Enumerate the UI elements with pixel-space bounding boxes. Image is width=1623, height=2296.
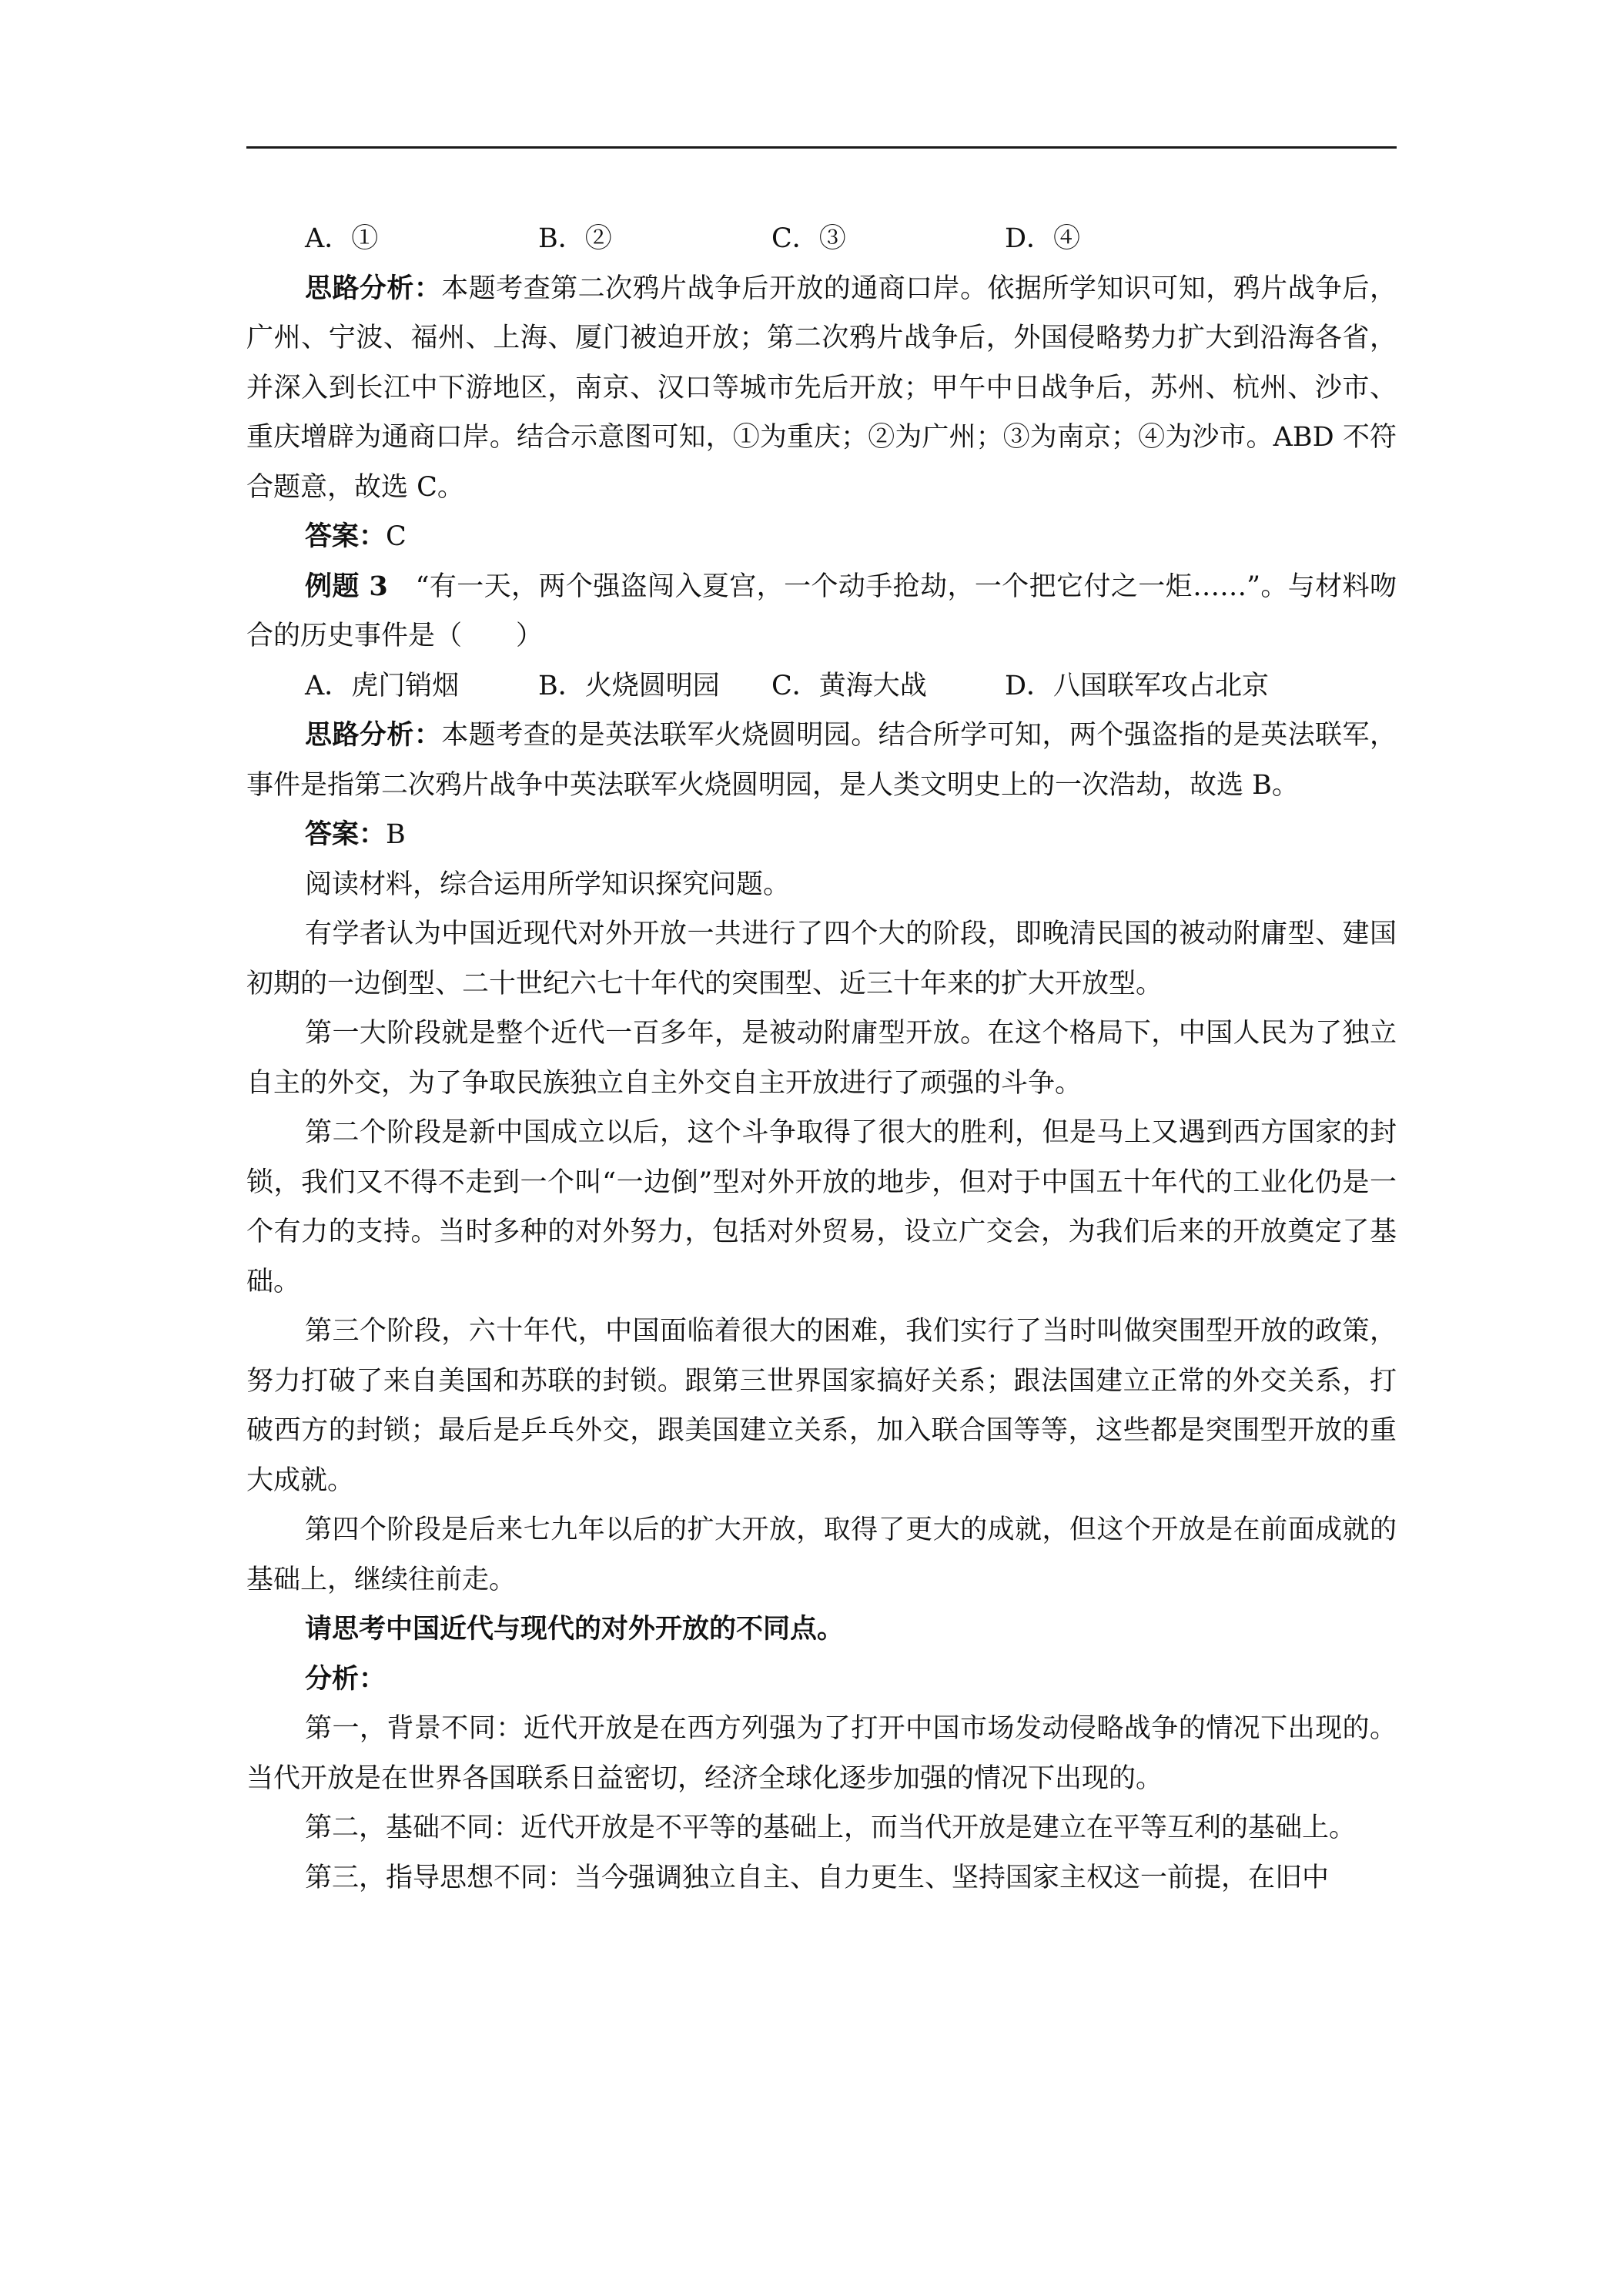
- question-prompt: 请思考中国近代与现代的对外开放的不同点。: [305, 1613, 845, 1645]
- material-paragraph-1: 有学者认为中国近现代对外开放一共进行了四个大的阶段，即晚清民国的被动附庸型、建国初期的一边倒型、二十世纪六七十年代的突围型、近三十年来的扩大开放型。: [246, 919, 1397, 999]
- q3-option-a: A．虎门销烟: [305, 670, 460, 701]
- q2-analysis-label: 思路分析：: [305, 272, 442, 304]
- header-rule: [246, 146, 1397, 149]
- q2-option-c: C．③: [771, 223, 846, 254]
- q2-answer-label: 答案：: [305, 520, 387, 552]
- q3-analysis-label: 思路分析：: [305, 719, 442, 751]
- q3-answer-label: 答案：: [305, 818, 387, 850]
- q3-label: 例题 3: [305, 570, 388, 602]
- reading-intro: 阅读材料，综合运用所学知识探究问题。: [305, 869, 791, 900]
- material-paragraph-3: 第二个阶段是新中国成立以后，这个斗争取得了很大的胜利，但是马上又遇到西方国家的封锁，我们又不得不走到一个叫“一边倒”型对外开放的地步，但对于中国五十年代的工业化仍是一个有力的支持。当时多种的对外努力，包括对外贸易，设立广交会，为我们后来的开放奠定了基础。: [246, 1117, 1397, 1297]
- q3-answer: [246, 810, 1397, 860]
- q3-option-d: D．八国联军攻占北京: [1005, 670, 1270, 701]
- q2-analysis-text: 本题考查第二次鸦片战争后开放的通商口岸。依据所学知识可知，鸦片战争后，广州、宁波、福州、上海、厦门被迫开放；第二次鸦片战争后，外国侵略势力扩大到沿海各省，并深入到长江中下游地区，南京、汉口等城市先后开放；甲午中日战争后，苏州、杭州、沙市、重庆增辟为通商口岸。结合示意图可知，①为重庆；②为广州；③为南京；④为沙市。ABD 不符合题意，故选 C。: [246, 273, 1397, 503]
- q3-option-c: C．黄海大战: [771, 670, 927, 701]
- q3-stem: [246, 562, 1397, 661]
- q2-option-b: B．②: [538, 223, 612, 254]
- analysis-heading: 分析：: [305, 1662, 387, 1695]
- analysis-point-3: 第三，指导思想不同：当今强调独立自主、自力更生、坚持国家主权这一前提，在旧中: [305, 1862, 1330, 1893]
- q2-option-a: A．①: [305, 223, 379, 254]
- q3-options: [246, 661, 1397, 711]
- q3-stem-text: “有一天，两个强盗闯入夏宫，一个动手抢劫，一个把它付之一炬……”。与材料吻合的历史事件是（ ）: [246, 571, 1397, 651]
- analysis-point-1: 第一，背景不同：近代开放是在西方列强为了打开中国市场发动侵略战争的情况下出现的。当代开放是在世界各国联系日益密切，经济全球化逐步加强的情况下出现的。: [246, 1713, 1397, 1794]
- q3-analysis: [246, 711, 1397, 810]
- q2-answer: [246, 512, 1397, 562]
- q2-analysis: [246, 264, 1397, 513]
- material-paragraph-2: 第一大阶段就是整个近代一百多年，是被动附庸型开放。在这个格局下，中国人民为了独立自主的外交，为了争取民族独立自主外交自主开放进行了顽强的斗争。: [246, 1018, 1397, 1099]
- material-paragraph-4: 第三个阶段，六十年代，中国面临着很大的困难，我们实行了当时叫做突围型开放的政策，努力打破了来自美国和苏联的封锁。跟第三世界国家搞好关系；跟法国建立正常的外交关系，打破西方的封锁；最后是乒乓外交，跟美国建立关系，加入联合国等等，这些都是突围型开放的重大成就。: [246, 1316, 1397, 1496]
- analysis-point-2: 第二，基础不同：近代开放是不平等的基础上，而当代开放是建立在平等互利的基础上。: [305, 1812, 1357, 1843]
- q2-option-d: D．④: [1005, 223, 1081, 254]
- q2-options: [246, 214, 1397, 264]
- document-body: [246, 214, 1397, 1903]
- q3-answer-value: B: [386, 819, 406, 850]
- material-paragraph-5: 第四个阶段是后来七九年以后的扩大开放，取得了更大的成就，但这个开放是在前面成就的基础上，继续往前走。: [246, 1514, 1397, 1595]
- q2-answer-value: C: [386, 521, 407, 552]
- q3-analysis-text: 本题考查的是英法联军火烧圆明园。结合所学可知，两个强盗指的是英法联军，事件是指第二次鸦片战争中英法联军火烧圆明园，是人类文明史上的一次浩劫，故选 B。: [246, 720, 1397, 801]
- q3-option-b: B．火烧圆明园: [538, 670, 720, 701]
